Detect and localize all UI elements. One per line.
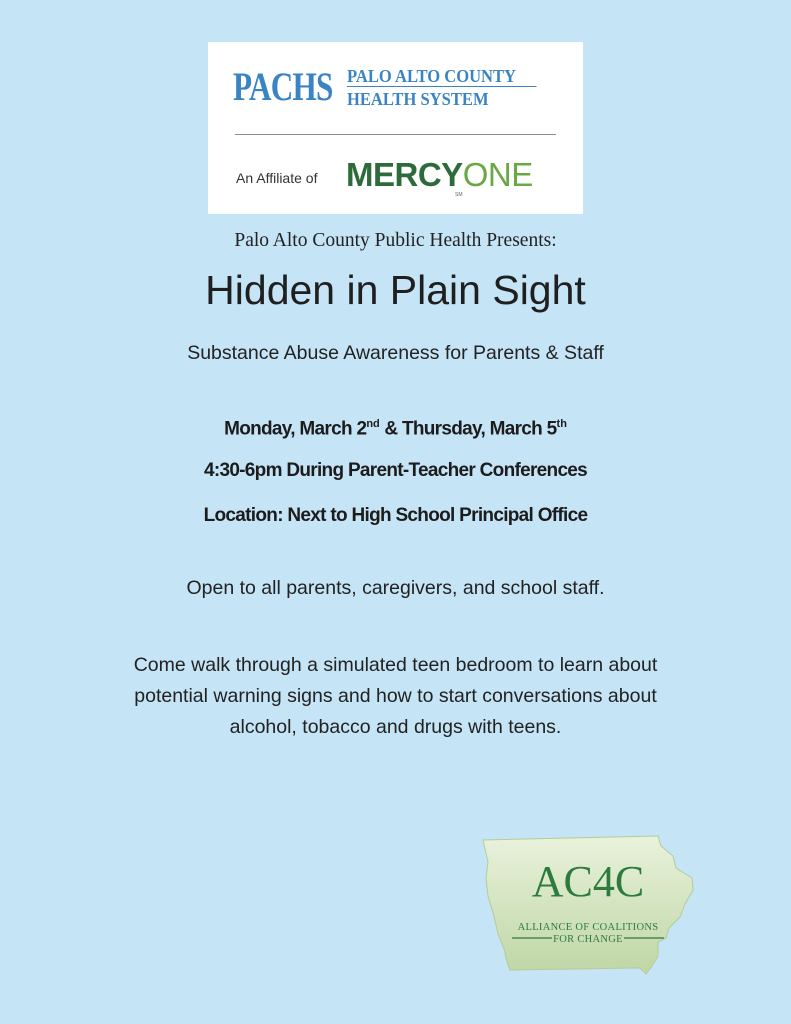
logo-divider — [235, 134, 556, 135]
pachs-name-line2: HEALTH SYSTEM — [347, 89, 489, 109]
audience-line: Open to all parents, caregivers, and school staff. — [186, 577, 605, 599]
date-2-suffix: th — [556, 418, 567, 430]
ac4c-logo — [480, 834, 696, 976]
date-2: & Thursday, March 5 — [379, 418, 557, 440]
mercy-text: MERCY — [346, 156, 463, 193]
presenter-line: Palo Alto County Public Health Presents: — [234, 230, 557, 251]
affiliate-text: An Affiliate of — [236, 170, 318, 186]
pachs-wordmark — [233, 64, 563, 110]
affiliate-row — [236, 154, 566, 198]
event-location: Location: Next to High School Principal Office — [203, 505, 588, 526]
event-time: 4:30-6pm During Parent-Teacher Conferences — [203, 460, 588, 481]
ac4c-line2: FOR CHANGE — [553, 934, 623, 945]
event-title: Hidden in Plain Sight — [205, 267, 586, 313]
ac4c-line1: ALLIANCE OF COALITIONS — [517, 922, 659, 933]
pachs-abbr: PACHS — [233, 64, 333, 109]
service-mark: SM — [455, 192, 463, 198]
event-subtitle: Substance Abuse Awareness for Parents & Staff — [187, 342, 604, 364]
event-dates — [0, 418, 791, 440]
mercyone-logo — [346, 156, 533, 194]
one-text: ONE — [462, 156, 533, 193]
pachs-full-name — [347, 66, 537, 109]
event-description: Come walk through a simulated teen bedroom to learn about potential warning signs and how to start conversations about alcohol, tobacco and drugs with teens. — [133, 654, 658, 738]
pachs-name-line1: PALO ALTO COUNTY — [347, 66, 517, 86]
date-1: Monday, March 2 — [224, 418, 367, 440]
pachs-logo — [208, 42, 583, 214]
ac4c-abbr: AC4C — [531, 857, 645, 906]
date-1-suffix: nd — [366, 418, 380, 430]
